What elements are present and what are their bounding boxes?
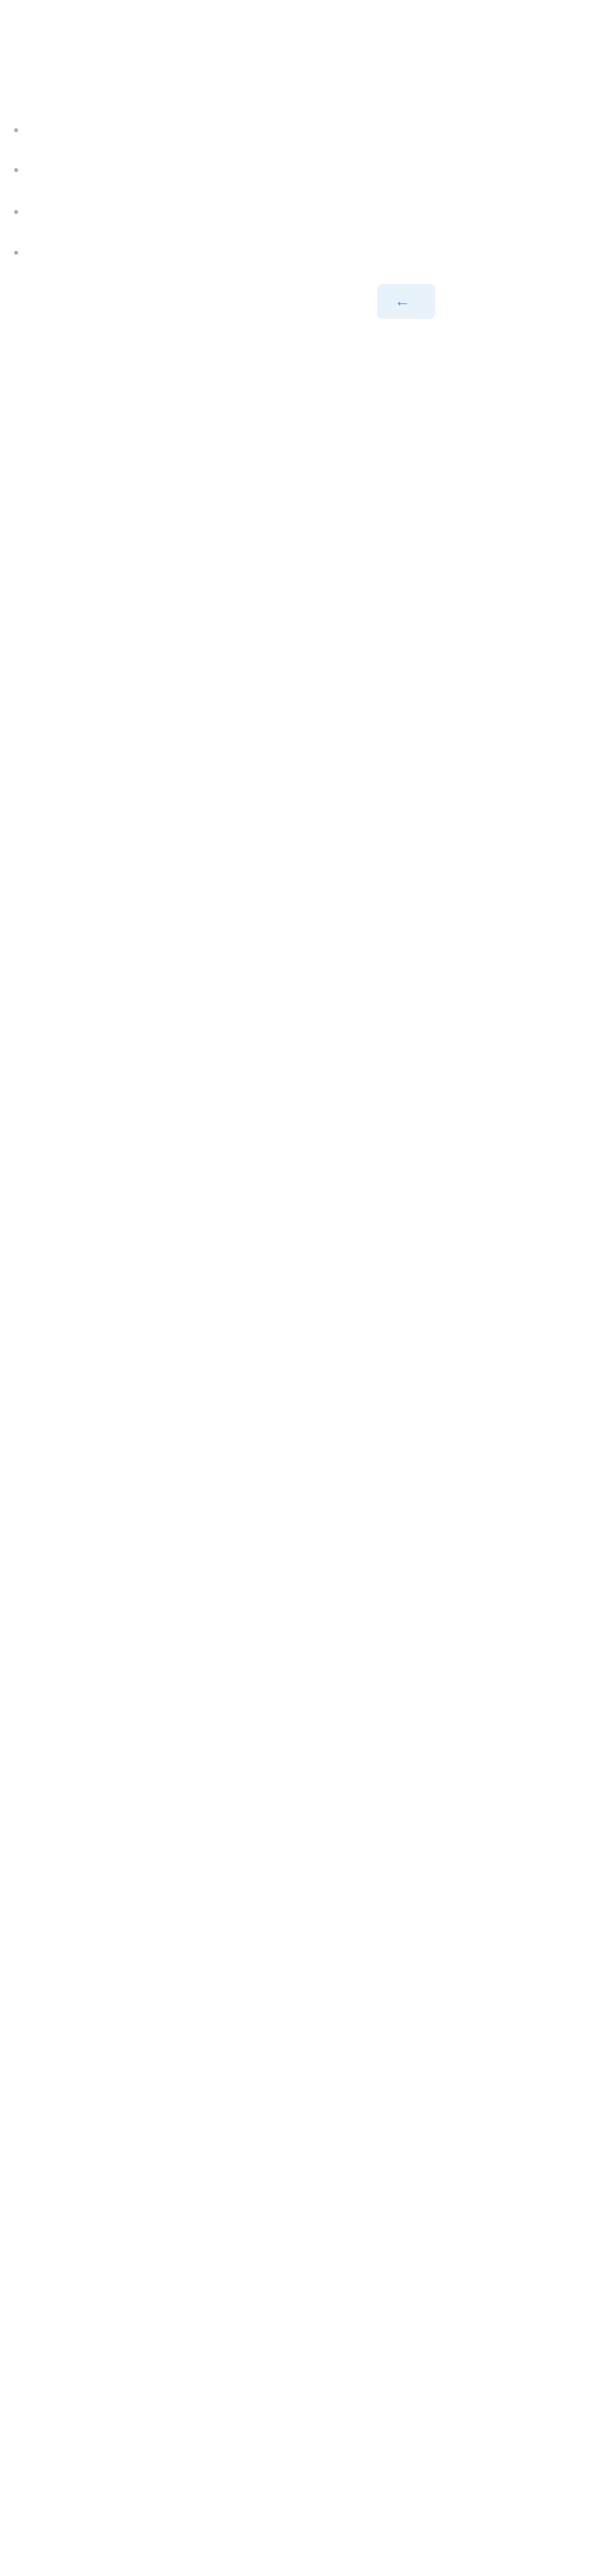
exercise-header	[0, 282, 614, 325]
wordlist-item	[14, 245, 30, 261]
section-russian	[0, 0, 614, 1026]
wordlist-item	[14, 162, 30, 179]
prev-exercise-button[interactable]	[377, 284, 435, 319]
arrow-left-icon: ←	[394, 294, 411, 310]
wordlist-item	[14, 122, 30, 139]
wordlist-item	[14, 204, 30, 221]
